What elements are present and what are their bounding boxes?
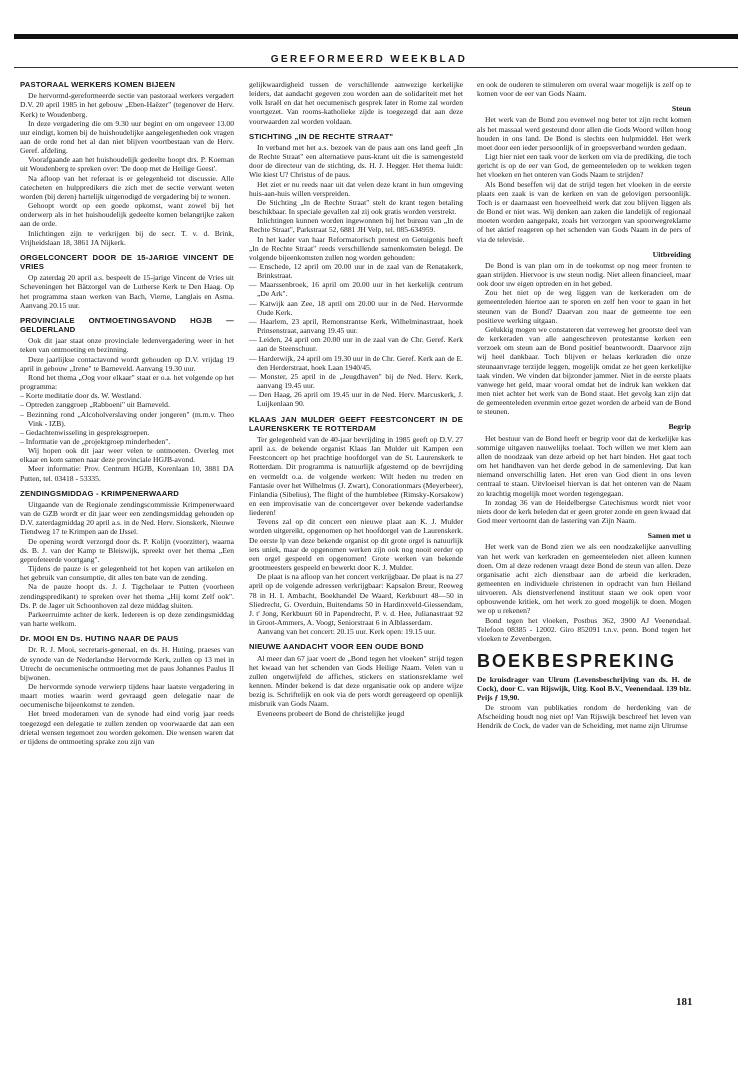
paragraph: Inlichtingen zijn te verkrijgen bij de secr. T. v. d. Brink, Vrijheidslaan 18, 3861 JA Nijkerk. (20, 228, 234, 247)
article-heading: PASTORAAL WERKERS KOMEN BIJEEN (20, 80, 176, 89)
column-1 (20, 80, 234, 746)
paragraph: Het werk van de Bond zou evenwel nog beter tot zijn recht komen als het massaal werd gesteund door allen die Gods Woord willen hoog houden in ons land. De Bond is slechts een hulpmiddel. Het werk moet door een ieder persoonlijk of in groepsverband worden gedaan. (477, 115, 691, 152)
paragraph: Meer informatie: Prov. Centrum HGJB, Korenlaan 10, 3881 DA Putten, tel. 03418 - 53335. (20, 464, 234, 483)
paragraph: Gehoopt wordt op een goede opkomst, want zowel bij het onderwerp als in het huishoudelijk gedeelte komen belangrijke zaken aan de orde. (20, 201, 234, 229)
list-item: – Korte meditatie door ds. W. Westland. (20, 391, 142, 401)
paragraph: Als Bond beseffen wij dat de strijd tegen het vloeken in de eerste plaats een zaak is van de kerken en van de gelovigen persoonlijk. Toch is er daarnaast een hoeveelheid werk dat zou blijven liggen als de Bond er niet was. Wij denken aan zaken die landelijk of regionaal moeten worden aangepakt, zoals het verzorgen van spoorwegreklame of het aktief reageren op het schenden van Gods Naam in de pers of via de televisie. (477, 179, 691, 244)
paragraph: Het werk van de Bond zien we als een noodzakelijke aanvulling van het werk van kerkraden en gemeenteleden niet alleen kunnen doen. Om al deze redenen vraagt deze Bond de steun van allen. Deze organisatie acht zich dienstbaar aan de arbeid die kerkraden, gemeenten en individuele christenen in opdracht van hun Heiland uitvoeren. Als dienstverlenend instituut staan we ook open voor opbouwende kritiek, om het werk zo goed mogelijk te doen. Mogen we op u rekenen? (477, 542, 691, 616)
paragraph: De hervormde synode verwierp tijdens haar laatste vergadering in maart moties waarin werd gevraagd geen delegatie naar de oecumenische bijeenkomst te zenden. (20, 682, 234, 710)
paragraph: De opening wordt verzorgd door ds. P. Kolijn (voorzitter), waarna ds. B. J. van der Kamp te Bleiswijk, spreekt over het thema „Een geprofeteerde voortgang". (20, 536, 234, 564)
paragraph: Voorafgaande aan het huishoudelijk gedeelte hoopt drs. P. Koeman uit Woudenberg te spreken over: 'De doop met de Heilige Geest'. (20, 155, 234, 174)
article-heading: ZENDINGSMIDDAG - KRIMPENERWAARD (20, 488, 179, 498)
article-heading: PROVINCIALE ONTMOETINGSAVOND HGJB — GELDERLAND (20, 315, 234, 335)
paragraph: In het kader van haar Reformatorisch protest en Getuigenis heeft „In de Rechte Straat" reeds verschillende samenkomsten belegd. De volgende bijeenkomsten zullen nog worden gehouden: (249, 234, 463, 262)
paragraph: Ook dit jaar staat onze provinciale ledenvergadering weer in het teken van ontmoeting en bezinning. (20, 336, 234, 355)
paragraph: Wij hopen ook dit jaar weer velen te ontmoeten. Overleg met elkaar en kom samen naar deze provinciale HGJB-avond. (20, 446, 234, 465)
page-number: 181 (676, 996, 693, 1008)
paragraph: De stroom van publikaties rondom de herdenking van de Afscheiding houdt nog niet op! Van Rijswijk beschreef het leven van Hendrik de Cock, de vader van de Scheiding, met name zijn Ulrumse (477, 702, 691, 730)
paragraph: Inlichtingen kunnen worden ingewonnen bij het bureau van „In de Rechte Straat", Parkstraat 52, 6881 JH Velp, tel. 085-634959. (249, 216, 463, 235)
paragraph: De Bond is van plan om in de toekomst op nog meer fronten te gaan strijden. Hiervoor is uw steun nodig. Niet alleen financieel, maar ook door uw eigen optreden en in het gebed. (477, 260, 691, 289)
article-heading: KLAAS JAN MULDER GEEFT FEESTCONCERT IN DE LAURENSKERK TE ROTTERDAM (249, 414, 463, 433)
paragraph: Het ziet er nu reeds naar uit dat velen deze krant in hun omgeving huis-aan-huis willen verspreiden. (249, 179, 463, 198)
subheading: Begrip (668, 422, 691, 432)
list-item: – Optreden zanggroep „Rabboeni" uit Barneveld. (20, 400, 170, 410)
paragraph: Deze jaarlijkse contactavond wordt gehouden op D.V. vrijdag 19 april in gebouw „Irene" te Barneveld. Aanvang 19.30 uur. (20, 354, 234, 373)
list-item: — Den Haag, 26 april om 19.45 uur in de Ned. Herv. Marcuskerk, J. Luijkenlaan 90. (249, 390, 463, 409)
paragraph: Het breed moderamen van de synode had eind vorig jaar reeds toegezegd een delegatie te zullen zenden op voorwaarde dat aan een drietal wensen tegemoet zou worden gekomen. Die wensen waren dat er tijdens de ontmoeting sprake zou zijn van (20, 709, 234, 746)
paragraph: Zou het niet op de weg liggen van de kerkeraden om de gemeenteleden hiertoe aan te sporen en zelf hen voor te gaan in het steunen van de Bond? Daarvan zou naar de gemeente toe een positieve werking uitgaan. (477, 288, 691, 325)
subheading: Samen met u (647, 531, 691, 541)
column-3 (477, 80, 691, 730)
article-heading: STICHTING „IN DE RECHTE STRAAT" (249, 131, 394, 141)
paragraph: Al meer dan 67 jaar voert de „Bond tegen het vloeken" strijd tegen het kwaad van het schenden van Gods Heilige Naam. Velen van u zullen ongetwijfeld de affiches, stickers en stationsreklame wel kennen. Minder bekend is dat deze organisatie ook op andere wijze bezig is. Schriftelijk en ook via de pers wordt gereageerd op openlijk misbruik van Gods Naam. (249, 653, 463, 709)
paragraph: De plaat is na afloop van het concert verkrijgbaar. De plaat is na 27 april op de volgende adressen verkrijgbaar: Kapsalon Breur, Reeweg 78 in H. I. Ambacht, Boekhandel De Waard, Kerkbuurt 48—50 in Sliedrecht, G. Overduin, Buitendams 50 in Hardinxveld-Giessendam, J. t' Jong, Kerkbuurt 60 in Papendrecht, P. v. d. Hee, Julianastraat 92 in Groot-Ammers, A. Voogt, Seniorstraat 6 in Alblasserdam. (249, 572, 463, 628)
article-heading: Dr. MOOI EN Ds. HUTING NAAR DE PAUS (20, 634, 179, 644)
paragraph: Uitgaande van de Regionale zendingscommissie Krimpenerwaard van de GZB wordt er dit jaar weer een zendingsmiddag gehouden op D.V. zaterdagmiddag 20 april a.s. in de Ned. Herv. Sionskerk, Nieuwe Tiendweg 17 te Krimpen aan de IJssel. (20, 500, 234, 537)
paragraph: Tevens zal op dit concert een nieuwe plaat aan K. J. Mulder worden uitgereikt, opgenomen op het hoofdorgel van de Laurenskerk. De eerste lp van deze bekende organist op dit grote orgel is natuurlijk iets uniek, maar de opgenomen werken zijn ook nog nooit eerder op een orgel gespeeld en opgenomen! Grote werken van bekende grootmeesters gespeeld en bewerkt door K. J. Mulder. (249, 517, 463, 573)
paragraph: Na afloop van het referaat is er gelegenheid tot discussie. Alle catecheten en hulppredikers die zich met de sectie verwant weten worden (bij deren) hartelijk uitgenodigd de vergadering bij te wonen. (20, 173, 234, 201)
paragraph: Ter gelegenheid van de 40-jaar bevrijding in 1985 geeft op D.V. 27 april a.s. de bekende organist Klaas Jan Mulder uit Kampen een Feestconcert op het prachtige hoofdorgel van de St. Laurenskerk te Rotterdam. Dit programma is natuurlijk afgestemd op de bevrijding en vermeldt o.a. de volgende werken: Wilt heden nu treden en Fantasie over het Wilhelmus (J. Zwart), Conorationmars (Meyerbeer), Finlandia (Sibelius), The flight of the humblebee (Rimsky-Korsakow) en een improvisatie van de concertgever over bekende vaderlandse liederen! (249, 434, 463, 518)
top-rule (14, 34, 738, 39)
paragraph: Eveneens probeert de Bond de christelijke jeugd (257, 708, 405, 718)
list-item: — Monster, 25 april in de „Jeugdhaven" bij de Ned. Herv. Kerk, aanvang 19.45 uur. (249, 371, 463, 391)
header-rule (14, 67, 738, 68)
paragraph: Gelukkig mogen we constateren dat verreweg het grootste deel van de kerkeraden van alle aangeschreven protestantse kerken een verzoek om steun aan de Bond positief beantwoordt. Daarvoor zijn wij heel dankbaar. Toch blijven er helaas kerkraden die onze steunaanvrage terzijde leggen, mogelijk omdat ze het geen kerkelijke taak vinden. We vinden dat bijzonder jammer. Niet in de eerste plaats vanwege het geld, maar vooral omdat het de indruk kan wekken dat men niet achter het werk van de Bond staat. Het gevolg kan zijn dat de gemeenteleden evenmin ertoe gezet worden de arbeid van de Bond te steunen. (477, 324, 691, 417)
article-heading: NIEUWE AANDACHT VOOR EEN OUDE BOND (249, 642, 424, 652)
paragraph: Op zaterdag 20 april a.s. bespeelt de 15-jarige Vincent de Vries uit Scheveningen het Bätzorgel van de Lutherse Kerk te Den Haag. Op het programma staan werken van Bach, Vierne, Langlais en Asma. Aanvang 20.15 uur. (20, 273, 234, 310)
paragraph: Dr. R. J. Mooi, secretaris-generaal, en ds. H. Huting, praeses van de synode van de Nederlandse Hervormde Kerk, zullen op 13 mei in Utrecht de oecumenische ontmoeting met de paus Johannes Paulus II bijwonen. (20, 645, 234, 682)
masthead: GEREFORMEERD WEEKBLAD (270, 54, 468, 65)
paragraph: De hervormd-gereformeerde sectie van pastoraal werkers vergadert D.V. 20 april 1985 in het gebouw „Eben-Haëzer" (tegenover de Herv. Kerk) te Woudenberg. (20, 91, 234, 119)
paragraph: Het bestuur van de Bond heeft er begrip voor dat de kerkelijke kas sommige uitgaven nauwelijks toelaat. Toch willen we met klem aan allen de noodzaak van deze arbeid op het hart binden. Het gaat toch om het handhaven van het derde gebod in de samenleving. Dat kan niemand onverschillig laten. Het eren van God dient in ons leven centraal te staan. Uitvloeisel hiervan is dat het onteren van de Naam zo krachtig mogelijk moet worden tegengegaan. (477, 433, 691, 498)
column-2 (249, 80, 463, 718)
paragraph: Aanvang van het concert: 20.15 uur. Kerk open: 19.15 uur. (257, 627, 436, 637)
subheading: Steun (671, 104, 691, 114)
list-item: — Maarssenbroek, 16 april om 20.00 uur in het kerkelijk centrum „De Ark". (249, 280, 463, 299)
paragraph: Tijdens de pauze is er gelegenheid tot het kopen van artikelen en het gebruik van consumptie, dit alles ten bate van de zending. (20, 564, 234, 583)
paragraph: en ook de ouderen te stimuleren om overal waar mogelijk is zelf op te komen voor de eer van Gods Naam. (477, 80, 691, 99)
paragraph: Rond het thema „Oog voor elkaar" staat er o.a. het volgende op het programma: (20, 372, 234, 392)
article-heading: ORGELCONCERT DOOR DE 15-JARIGE VINCENT DE VRIES (20, 252, 234, 272)
list (249, 262, 463, 409)
paragraph: Bond tegen het vloeken, Postbus 362, 3900 AJ Veenendaal. Telefoon 08385 - 12002. Giro 852091 t.n.v. penn. Bond tegen het vloeken te Zevenbergen. (477, 615, 691, 643)
paragraph: Na de pauze hoopt ds. J. J. Tigchelaar te Putten (voorheen zendingspredikant) te spreken over het thema „Hij komt Zelf ook". Ds. P. de Jager uit Schoonhoven zal deze middag sluiten. (20, 582, 234, 610)
section-title-boekbespreking: BOEKBESPREKING (477, 651, 677, 672)
paragraph: De Stichting „In de Rechte Straat" stelt de krant tegen betaling beschikbaar. In speciale gevallen zal zij ook gratis worden verstrekt. (249, 197, 463, 217)
subheading: Uitbreiding (652, 249, 691, 259)
list-item: – Informatie van de „projektgroep minderheden". (20, 437, 171, 447)
list-item: — Harderwijk, 24 april om 19.30 uur in de Chr. Geref. Kerk aan de E. den Herderstraat, hoek Laan 1940/45. (249, 353, 463, 372)
paragraph: In verband met het a.s. bezoek van de paus aan ons land geeft „In de Rechte Straat" een alternatieve paus-krant uit die is samengesteld door de directeur van de stichting, ds. H. J. Hegger. Het thema luidt: Wie kiest U? Christus of de paus. (249, 142, 463, 180)
book-citation: De kruisdrager van Ulrum (Levensbeschrijving van ds. H. de Cock), door C. van Rijswijk, Uitg. Kool B.V., Veenendaal. 139 blz. Prijs ƒ 19,90. (477, 675, 691, 703)
paragraph: Parkeerruimte achter de kerk. Iedereen is op deze zendingsmiddag van harte welkom. (20, 609, 234, 629)
list-item: — Enschede, 12 april om 20.00 uur in de zaal van de Renatakerk, Brinkstraat. (249, 262, 463, 281)
list-item: – Gedachtenwisseling in gespreksgroepen. (20, 427, 150, 437)
list-item: — Haarlem, 23 april, Remonstrantse Kerk, Wilhelminastraat, hoek Prinsenstraat, aanvang 19.45 uur. (249, 316, 463, 336)
paragraph: In deze vergadering die om 9.30 uur begint en om ongeveer 13.00 uur eindigt, komen bij de huishoudelijke aangelegenheden ook vragen aan de orde rond het al dan niet blijven voortbestaan van de Herv. Geref. afdeling. (20, 118, 234, 156)
paragraph: gelijkwaardigheid tussen de verschillende aanwezige kerkelijke leiders, dat aandacht gegeven zou worden aan de solidariteit met het volk Israël en dat het oecumenisch gesprek later in Rome zal worden voortgezet. Van rooms-katholieke zijde is toegezegd dat aan deze voorwaarden zal worden voldaan. (249, 80, 463, 126)
list-item: — Katwijk aan Zee, 18 april om 20.00 uur in de Ned. Hervormde Oude Kerk. (249, 298, 463, 317)
list-item: — Leiden, 24 april om 20.00 uur in de zaal van de Chr. Geref. Kerk aan de Steenschuur. (249, 335, 463, 354)
list-item: – Bezinning rond „Alcoholverslaving onder jongeren" (m.m.v. Theo Vink - IZB). (20, 409, 234, 428)
list (20, 391, 234, 446)
paragraph: In zondag 36 van de Heidelbergse Catechismus wordt niet voor niets door de kerk beleden dat er geen groter zonde en geen kwaad dat God meer vertoornt dan de lastering van Zijn Naam. (477, 497, 691, 526)
paragraph: Ligt hier niet een taak voor de kerken om via de prediking, die toch gericht is op de eer van God, de gemeenteleden op te wekken tegen het vloeken en het onteren van Gods Naam te strijden? (477, 152, 691, 180)
